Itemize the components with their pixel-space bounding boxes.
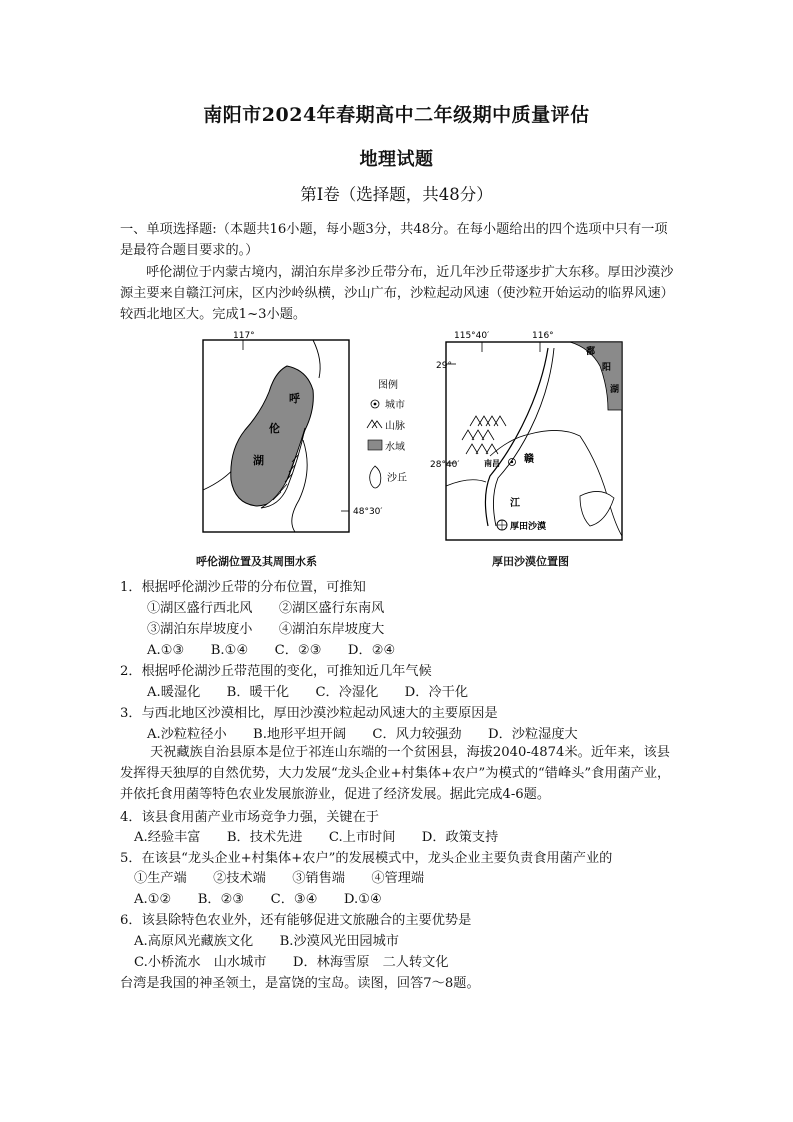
q3-stem: 3．与西北地区沙漠相比，厚田沙漠沙粒起动风速大的主要原因是 bbox=[120, 706, 498, 721]
q5-line-1: ①生产端 ②技术端 ③销售端 ④管理端 bbox=[134, 871, 425, 886]
river-char-1: 赣 bbox=[524, 454, 534, 465]
lake-label-1: 鄱 bbox=[586, 347, 596, 357]
q6-stem: 6．该县除特色农业外，还有能够促进文旅融合的主要优势是 bbox=[120, 913, 472, 928]
q1-options: A.①③ B.①④ C．②③ D．②④ bbox=[147, 643, 396, 658]
lon2-label: 116° bbox=[532, 331, 554, 341]
desert-label: 厚田沙漠 bbox=[510, 522, 547, 532]
river-north bbox=[313, 340, 320, 378]
tributary bbox=[490, 430, 580, 456]
lon1-label: 115°40′ bbox=[454, 331, 490, 341]
q1-line-1: ①湖区盛行西北风 ②湖区盛行东南风 bbox=[147, 601, 385, 616]
page-title: 南阳市2024年春期高中二年级期中质量评估 bbox=[203, 104, 590, 126]
dune-icon bbox=[370, 466, 381, 488]
lat2-label: 28°40′ bbox=[430, 460, 460, 470]
figure-hulun-lake bbox=[195, 330, 425, 550]
passage-3: 台湾是我国的神圣领土，是富饶的宝岛。读图，回答7～8题。 bbox=[120, 976, 480, 991]
passage-2: 天祝藏族自治县原本是位于祁连山东端的一个贫困县，海拔2040-4874米。近年来，该县发挥得天独厚的自然优势，大力发展“龙头企业+村集体+农户”为模式的“错峰头”食用菌产业，并依托食用菌等特色农业发展旅游业，促进了经济发展。据此完成4-6题。 bbox=[120, 745, 671, 802]
nanchang-label: 南昌 bbox=[484, 459, 500, 468]
q1-stem: 1．根据呼伦湖沙丘带的分布位置，可推知 bbox=[120, 580, 366, 595]
poyang-lake bbox=[570, 342, 622, 410]
lake-water bbox=[231, 366, 314, 506]
figure1-caption: 呼伦湖位置及其周围水系 bbox=[196, 555, 317, 568]
q3-options: A.沙粒粒径小 B.地形平坦开阔 C．风力较强劲 D．沙粒湿度大 bbox=[147, 727, 578, 742]
water-icon bbox=[368, 440, 382, 450]
q2-stem: 2．根据呼伦湖沙丘带范围的变化，可推知近几年气候 bbox=[120, 664, 432, 679]
lake-label-2: 阳 bbox=[602, 363, 612, 373]
lon-label: 117° bbox=[233, 331, 255, 341]
passage-1: 呼伦湖位于内蒙古境内，湖泊东岸多沙丘带分布，近几年沙丘带逐步扩大东移。厚田沙漠沙源主要来自赣江河床，区内沙岭纵横，沙山广布，沙粒起动风速（使沙粒开始运动的临界风速）较西北地区大。完成1~3小题。 bbox=[120, 265, 674, 322]
q4-options: A.经验丰富 B．技术先进 C.上市时间 D．政策支持 bbox=[134, 830, 499, 845]
figure-houtian-desert bbox=[430, 326, 635, 552]
lat1-label: 29° bbox=[436, 361, 452, 371]
q2-options: A.暖湿化 B．暖干化 C．冷湿化 D．冷干化 bbox=[147, 685, 469, 700]
subject-title: 地理试题 bbox=[359, 149, 434, 170]
lake-char-3: 湖 bbox=[253, 454, 264, 467]
legend-city: 城市 bbox=[385, 400, 405, 411]
legend-water: 水域 bbox=[385, 442, 405, 453]
river-char-2: 江 bbox=[510, 498, 520, 509]
figure2-caption: 厚田沙漠位置图 bbox=[492, 555, 569, 568]
lat-label: 48°30′ bbox=[353, 507, 383, 517]
lake-char-1: 呼 bbox=[289, 392, 300, 405]
q6-line-1: A.高原风光藏族文化 B.沙漠风光田园城市 bbox=[134, 934, 399, 949]
legend-mountain: 山脉 bbox=[385, 421, 405, 432]
lake-label-3: 湖 bbox=[610, 385, 620, 395]
q5-stem: 5．在该县“龙头企业+村集体+农户”的发展模式中，龙头企业主要负责食用菌产业的 bbox=[120, 851, 613, 866]
legend-dune: 沙丘 bbox=[387, 473, 407, 484]
q5-options: A.①② B．②③ C．③④ D.①④ bbox=[134, 892, 382, 907]
q1-line-2: ③湖泊东岸坡度小 ④湖泊东岸坡度大 bbox=[147, 622, 385, 637]
q4-stem: 4．该县食用菌产业市场竞争力强，关键在于 bbox=[120, 810, 379, 825]
legend-title: 图例 bbox=[378, 380, 398, 391]
instructions: 一、单项选择题:（本题共16小题，每小题3分，共48分。在每小题给出的四个选项中只有一项是最符合题目要求的。） bbox=[120, 222, 668, 258]
lake-char-2: 伦 bbox=[269, 422, 280, 435]
mountain-icon bbox=[367, 420, 382, 428]
q6-line-2: C.小桥流水 山水城市 D．林海雪原 二人转文化 bbox=[134, 955, 449, 970]
section-title: 第I卷（选择题，共48分） bbox=[300, 185, 493, 204]
